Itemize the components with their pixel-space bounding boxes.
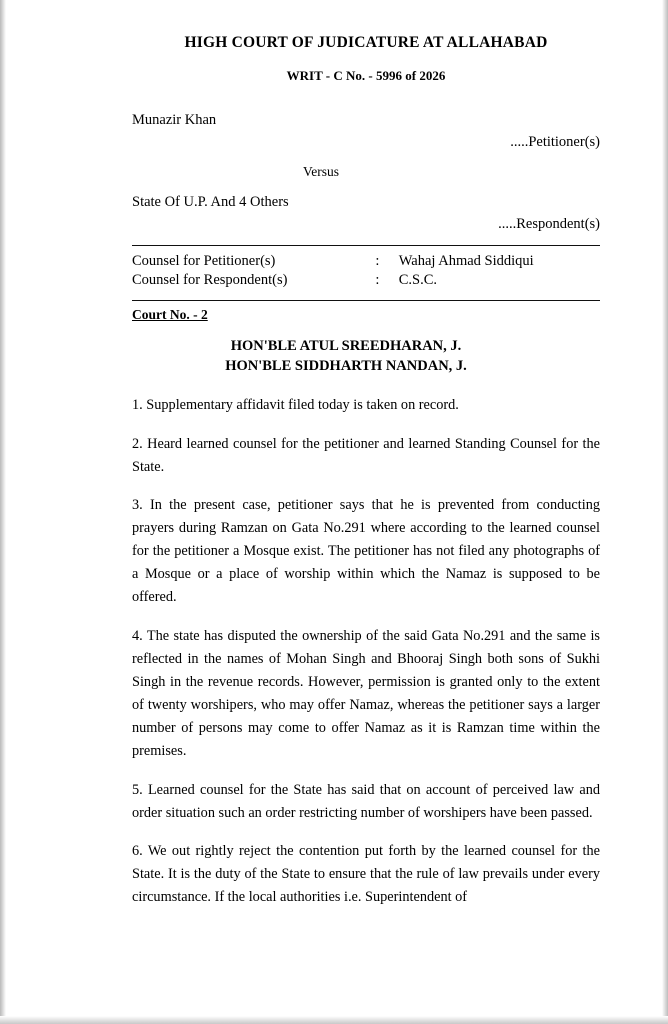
petitioner-name: Munazir Khan xyxy=(132,112,217,128)
judges-block xyxy=(132,337,600,376)
table-row xyxy=(132,252,600,271)
counsel-respondent-label: Counsel for Respondent(s) xyxy=(132,272,288,289)
page-right-shadow xyxy=(662,0,668,1024)
paragraph-3: 3. In the present case, petitioner says that he is prevented from conducting prayers during Ramzan on Gata No.291 where according to the learned counsel for the petitioner a Mosque exist. The petitioner has not filed any photographs of a Mosque or a place of worship within which the Namaz is supposed to be offered. xyxy=(132,496,600,606)
counsel-petitioner-colon: : xyxy=(375,253,380,270)
paragraph-4: 4. The state has disputed the ownership of the said Gata No.291 and the same is reflected in the names of Mohan Singh and Bhooraj Singh both sons of Sukhi Singh in the revenue records. However, permission is granted only to the extent of twenty worshipers, who may offer Namaz, whereas the petitioner says a larger number of persons may come to offer Namaz as it is Ramzan time within the premises. xyxy=(132,627,600,760)
judge-name: HON'BLE SIDDHARTH NANDAN, J. xyxy=(225,357,467,374)
paragraph-6: 6. We out rightly reject the contention put forth by the learned counsel for the State. It is the duty of the State to ensure that the rule of law prevails under every circumstance. If the local authorities i.e. Superintendent of xyxy=(132,842,600,906)
respondent-name: State Of U.P. And 4 Others xyxy=(132,193,289,210)
page-left-shadow xyxy=(0,0,6,1024)
respondent-role: .....Respondent(s) xyxy=(498,215,600,232)
paragraph-2: 2. Heard learned counsel for the petitioner and learned Standing Counsel for the State. xyxy=(132,435,600,475)
versus-label: Versus xyxy=(303,163,339,179)
counsel-petitioner-value: Wahaj Ahmad Siddiqui xyxy=(398,253,534,270)
page-bottom-shadow xyxy=(0,1016,668,1024)
counsel-respondent-colon: : xyxy=(375,272,380,289)
petitioner-role: .....Petitioner(s) xyxy=(510,133,600,150)
party-block xyxy=(132,110,600,235)
case-number: WRIT - C No. - 5996 of 2026 xyxy=(286,68,446,83)
court-number: Court No. - 2 xyxy=(132,307,208,323)
counsel-table xyxy=(132,252,600,290)
counsel-respondent-value: C.S.C. xyxy=(398,272,438,289)
counsel-petitioner-label: Counsel for Petitioner(s) xyxy=(132,253,276,270)
table-row xyxy=(132,271,600,290)
paragraph-5: 5. Learned counsel for the State has said that on account of perceived law and order situation such an order restricting number of worshipers have been passed. xyxy=(132,781,600,821)
divider-bottom xyxy=(132,300,600,301)
divider-top xyxy=(132,245,600,246)
judge-name: HON'BLE ATUL SREEDHARAN, J. xyxy=(230,338,462,355)
paragraph-1: 1. Supplementary affidavit filed today is taken on record. xyxy=(132,397,459,414)
court-title: HIGH COURT OF JUDICATURE AT ALLAHABAD xyxy=(184,34,548,51)
